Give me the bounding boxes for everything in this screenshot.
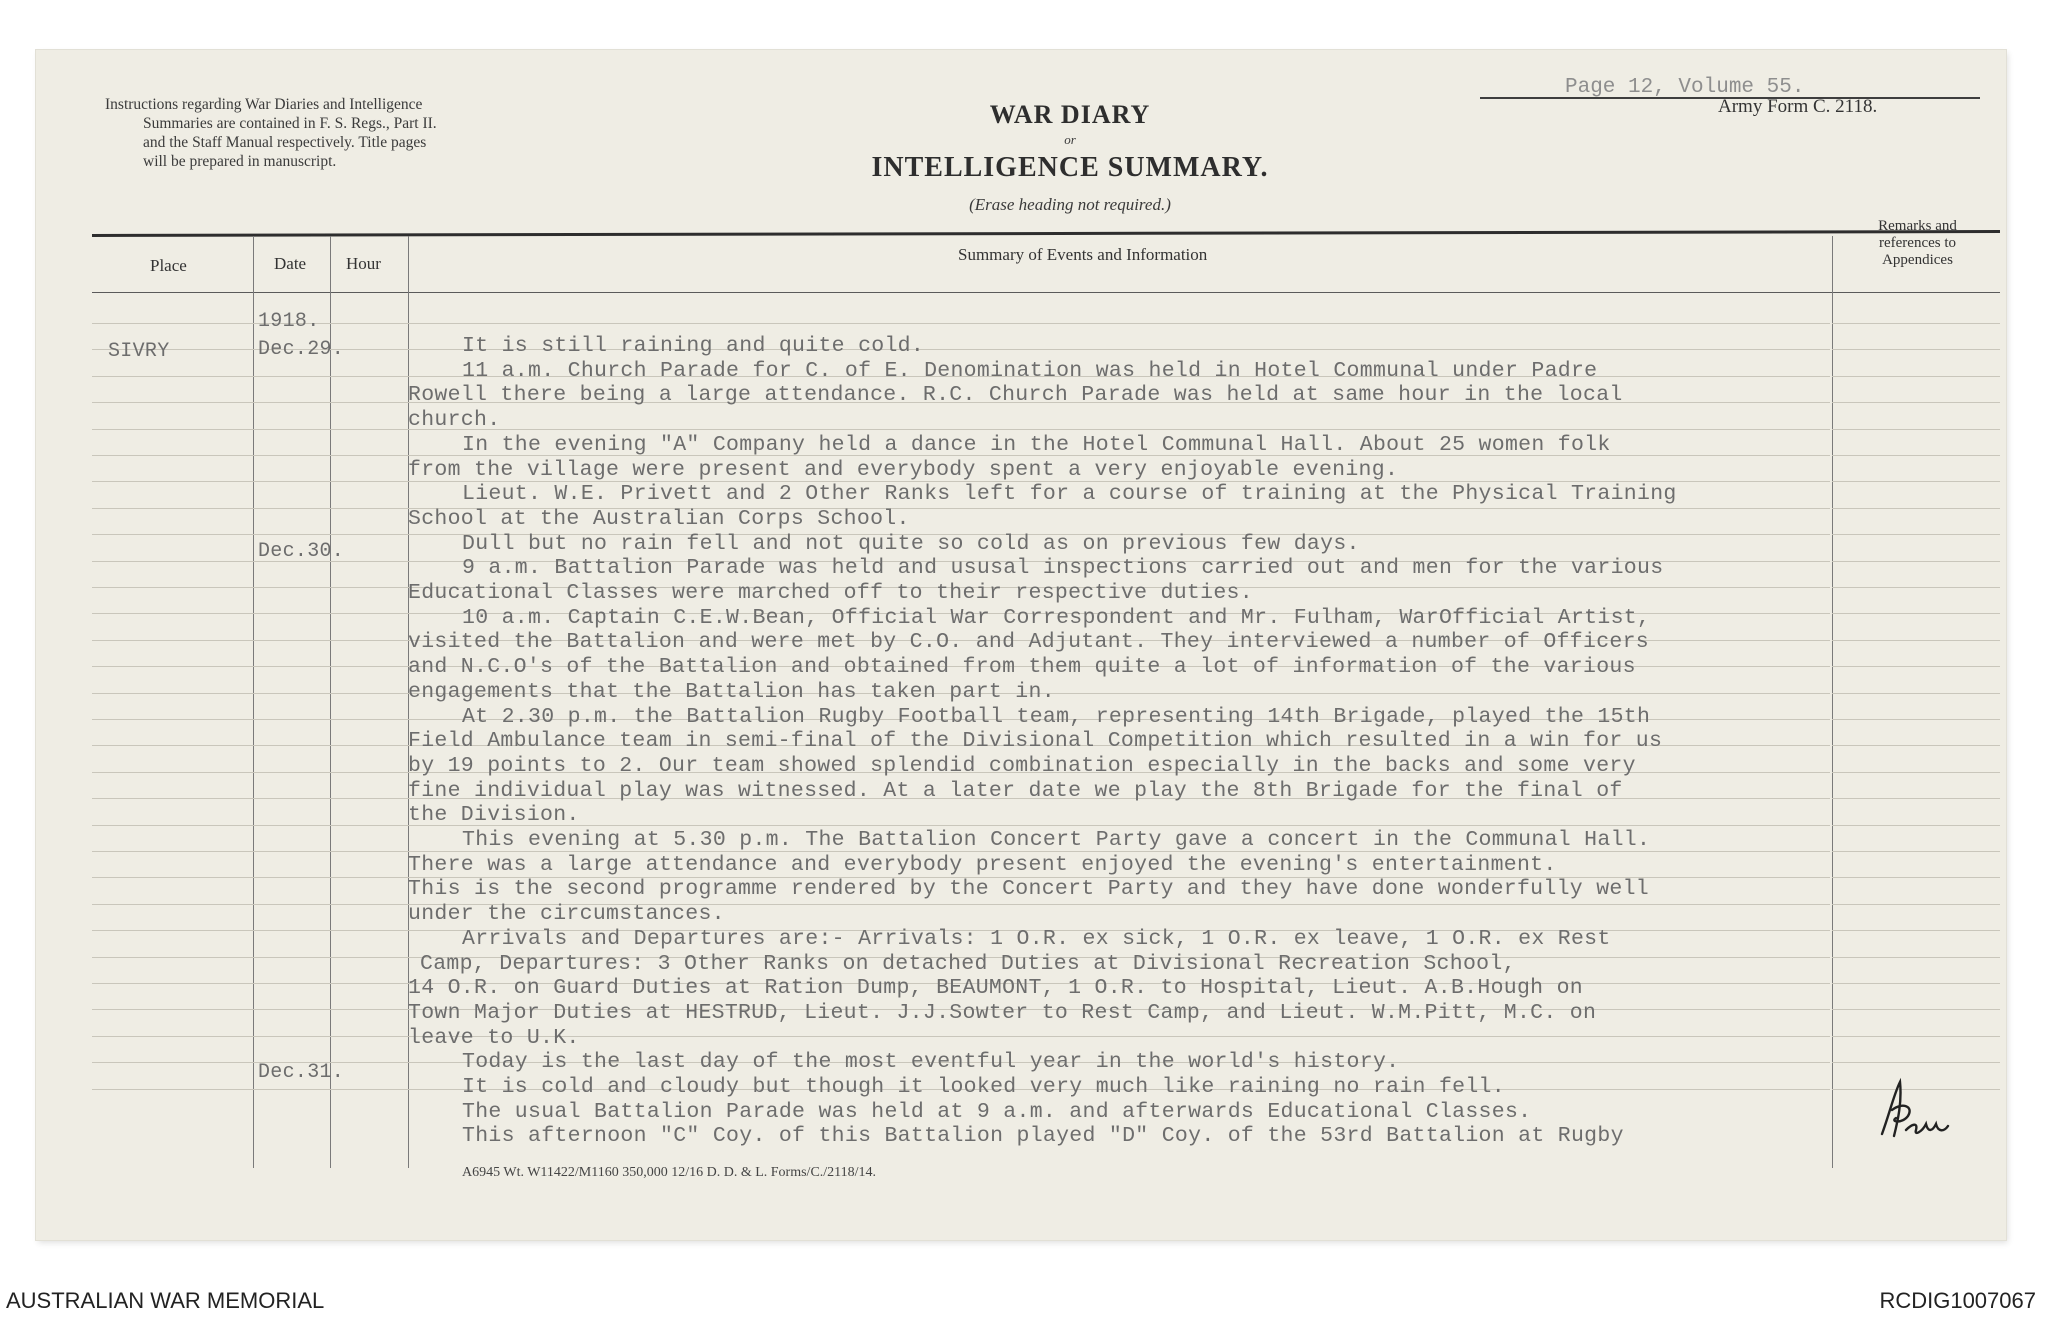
ruled-line — [1832, 349, 2000, 350]
col-header-hour: Hour — [346, 254, 381, 273]
ruled-line — [92, 508, 410, 509]
header-bottom-rule — [92, 292, 2000, 293]
ruled-line — [1832, 1009, 2000, 1010]
ruled-line — [92, 745, 410, 746]
summary-line: Today is the last day of the most eventful year in the world's history. — [462, 1050, 1400, 1075]
summary-line: 10 a.m. Captain C.E.W.Bean, Official War Correspondent and Mr. Fulham, WarOfficial Artist, — [462, 605, 1651, 630]
ruled-line — [92, 798, 410, 799]
ruled-line — [1832, 798, 2000, 799]
ruled-line — [92, 957, 410, 958]
summary-line: fine individual play was witnessed. At a later date we play the 8th Brigade for the final of — [408, 778, 1623, 803]
summary-line: visited the Battalion and were met by C.O. and Adjutant. They interviewed a number of Officers — [408, 630, 1649, 655]
summary-line: 9 a.m. Battalion Parade was held and ususal inspections carried out and men for the various — [462, 556, 1664, 581]
title-intelligence-summary: INTELLIGENCE SUMMARY. — [871, 152, 1269, 183]
ruled-line — [92, 772, 410, 773]
summary-line: Field Ambulance team in semi-final of the Divisional Competition which resulted in a win for us — [408, 729, 1663, 754]
ruled-line — [1832, 825, 2000, 826]
summary-line: by 19 points to 2. Our team showed splendid combination especially in the backs and some very — [408, 753, 1636, 778]
summary-line: This evening at 5.30 p.m. The Battalion Concert Party gave a concert in the Communal Hall. — [462, 828, 1651, 852]
instructions-line-3: and the Staff Manual respectively. Title pages — [143, 134, 427, 151]
instructions-line-1: Instructions regarding War Diaries and Intelligence — [105, 96, 423, 113]
entry-date-dec29: Dec.29. — [258, 338, 345, 361]
page-volume: Page 12, Volume 55. — [1565, 76, 1805, 99]
ruled-line — [92, 1009, 410, 1010]
ruled-line — [92, 587, 410, 588]
summary-line: At 2.30 p.m. the Battalion Rugby Football team, representing 14th Brigade, played the 15th — [462, 704, 1651, 729]
ruled-line — [92, 534, 410, 535]
ruled-line — [1832, 640, 2000, 641]
col-header-date: Date — [274, 254, 307, 273]
ruled-line — [1832, 587, 2000, 588]
ruled-line — [92, 323, 410, 324]
army-form-number: Army Form C. 2118. — [1718, 96, 1878, 117]
ruled-line — [1832, 613, 2000, 614]
ruled-line — [410, 1036, 1830, 1037]
remarks-line-3: Appendices — [1882, 252, 1953, 268]
summary-line: Arrivals and Departures are:- Arrivals: 1 O.R. ex sick, 1 O.R. ex leave, 1 O.R. ex Rest — [462, 926, 1611, 951]
ruled-line — [1832, 930, 2000, 931]
form-print-code: A6945 Wt. W11422/M1160 350,000 12/16 D. D. & L. Forms/C./2118/14. — [462, 1165, 877, 1180]
instructions-note — [105, 95, 437, 171]
col-header-remarks — [1850, 218, 1985, 269]
ruled-line — [1832, 851, 2000, 852]
summary-line: 11 a.m. Church Parade for C. of E. Denomination was held in Hotel Communal under Padre — [462, 358, 1598, 383]
ruled-line — [1832, 693, 2000, 694]
summary-line: 14 O.R. on Guard Duties at Ration Dump, BEAUMONT, 1 O.R. to Hospital, Lieut. A.B.Hough on — [408, 976, 1583, 1001]
ruled-line — [92, 877, 410, 878]
col-header-place: Place — [150, 256, 187, 275]
ruled-line — [1832, 508, 2000, 509]
summary-line: and N.C.O's of the Battalion and obtained from them quite a lot of information of the various — [408, 655, 1636, 680]
ruled-line — [92, 1062, 410, 1063]
ruled-line — [410, 825, 1830, 826]
ruled-line — [92, 1089, 410, 1090]
ruled-line — [1832, 481, 2000, 482]
summary-line: from the village were present and everybody spent a very enjoyable evening. — [408, 457, 1399, 482]
ruled-line — [1832, 1062, 2000, 1063]
ruled-line — [1832, 455, 2000, 456]
instructions-line-4: will be prepared in manuscript. — [143, 153, 337, 170]
summary-line: Rowell there being a large attendance. R.C. Church Parade was held at same hour in the local — [408, 383, 1623, 408]
ruled-line — [92, 666, 410, 667]
ruled-line — [1832, 376, 2000, 377]
ruled-line — [410, 323, 1830, 324]
col-header-summary: Summary of Events and Information — [958, 245, 1208, 264]
ruled-line — [1832, 429, 2000, 430]
ruled-line — [92, 1036, 410, 1037]
ruled-line — [1832, 877, 2000, 878]
entry-date-dec30: Dec.30. — [258, 540, 345, 563]
summary-line: Camp, Departures: 3 Other Ranks on detached Duties at Divisional Recreation School, — [420, 951, 1516, 976]
ruled-line — [1832, 719, 2000, 720]
summary-line: under the circumstances. — [408, 902, 725, 927]
summary-line: This afternoon "C" Coy. of this Battalion played "D" Coy. of the 53rd Battalion at Rugby — [462, 1124, 1624, 1149]
ruled-line — [92, 481, 410, 482]
summary-line: The usual Battalion Parade was held at 9 a.m. and afterwards Educational Classes. — [462, 1099, 1532, 1124]
ruled-line — [1832, 534, 2000, 535]
summary-line: School at the Australian Corps School. — [408, 506, 910, 531]
ruled-line — [1832, 957, 2000, 958]
ruled-line — [92, 983, 410, 984]
ruled-line — [92, 455, 410, 456]
title-war-diary: WAR DIARY — [989, 100, 1151, 129]
title-erase-note: (Erase heading not required.) — [969, 195, 1171, 214]
ruled-line — [1832, 745, 2000, 746]
entry-year: 1918. — [258, 310, 320, 333]
ruled-line — [1832, 772, 2000, 773]
ruled-line — [1832, 402, 2000, 403]
ruled-line — [92, 851, 410, 852]
summary-line: It is still raining and quite cold. — [462, 334, 925, 358]
ruled-line — [92, 904, 410, 905]
ruled-line — [92, 693, 410, 694]
archive-caption: AUSTRALIAN WAR MEMORIAL — [6, 1288, 325, 1313]
ruled-line — [1832, 323, 2000, 324]
ruled-line — [92, 719, 410, 720]
ruled-line — [92, 429, 410, 430]
ruled-line — [92, 825, 410, 826]
ruled-line — [92, 640, 410, 641]
ruled-line — [92, 613, 410, 614]
signature-bean-icon — [1872, 1072, 1952, 1157]
summary-line: Educational Classes were marched off to their respective duties. — [408, 581, 1253, 605]
summary-line: In the evening "A" Company held a dance in the Hotel Communal Hall. About 25 women folk — [462, 432, 1611, 457]
ruled-line — [1832, 561, 2000, 562]
ruled-line — [410, 429, 1830, 430]
ruled-line — [1832, 983, 2000, 984]
summary-line: Town Major Duties at HESTRUD, Lieut. J.J.Sowter to Rest Camp, and Lieut. W.M.Pitt, M.C. on — [408, 1000, 1597, 1025]
summary-line: the Division. — [408, 803, 580, 828]
summary-line: leave to U.K. — [408, 1025, 580, 1050]
remarks-line-2: references to — [1878, 235, 1957, 251]
summary-line: This is the second programme rendered by the Concert Party and they have done wonderfully well — [408, 877, 1649, 902]
remarks-line-1: Remarks and — [1878, 218, 1957, 234]
summary-line: There was a large attendance and everybody present enjoyed the evening's entertainment. — [408, 852, 1557, 877]
summary-line: engagements that the Battalion has taken part in. — [408, 679, 1055, 704]
ruled-line — [92, 930, 410, 931]
record-id: RCDIG1007067 — [1879, 1288, 2036, 1313]
summary-line: Lieut. W.E. Privett and 2 Other Ranks left for a course of training at the Physical Training — [462, 482, 1677, 507]
ruled-line — [1832, 1036, 2000, 1037]
entry-date-dec31: Dec.31. — [258, 1061, 345, 1084]
ruled-line — [92, 376, 410, 377]
summary-line: It is cold and cloudy but though it looked very much like raining no rain fell. — [462, 1075, 1505, 1099]
ruled-line — [92, 402, 410, 403]
instructions-line-2: Summaries are contained in F. S. Regs., Part II. — [143, 115, 437, 132]
ruled-line — [92, 561, 410, 562]
summary-line: Dull but no rain fell and not quite so cold as on previous few days. — [462, 531, 1360, 556]
title-or: or — [1064, 132, 1076, 147]
entry-place: SIVRY — [108, 340, 170, 363]
summary-line: church. — [408, 408, 501, 433]
ruled-line — [1832, 904, 2000, 905]
ruled-line — [1832, 666, 2000, 667]
